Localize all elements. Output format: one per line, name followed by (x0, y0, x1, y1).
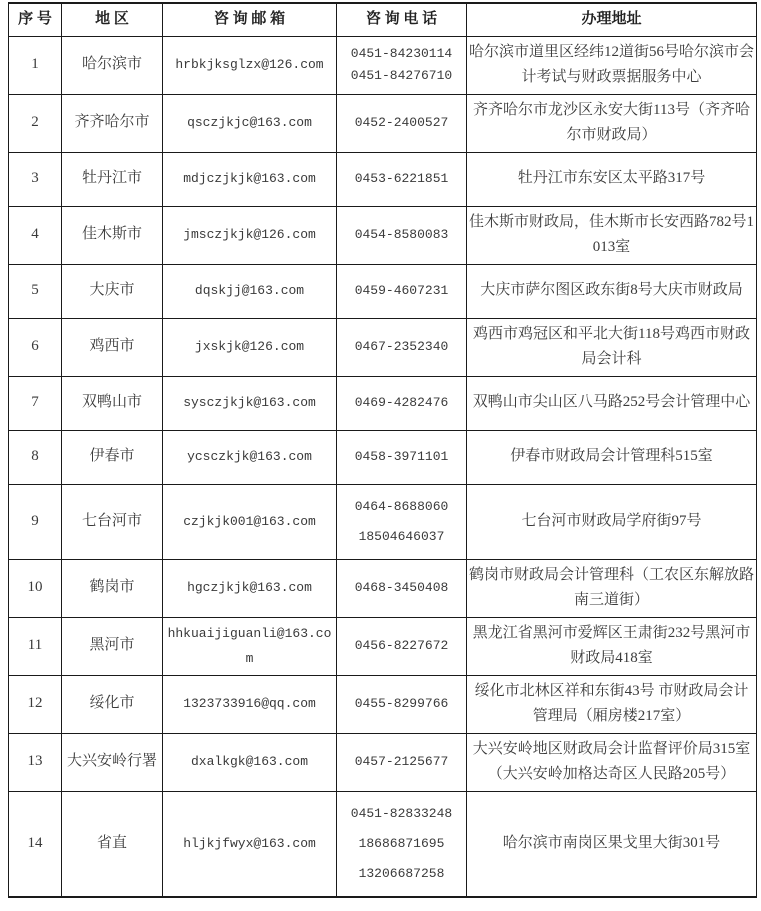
serial-number-cell: 13 (9, 733, 62, 791)
table-row (9, 152, 757, 206)
phone-number: 0459-4607231 (354, 282, 449, 298)
region-cell: 大庆市 (62, 264, 163, 318)
contact-table (8, 2, 757, 898)
table-row (9, 484, 757, 559)
phone-list (339, 693, 464, 715)
phone-list (339, 43, 464, 87)
email-text: hrbkjksglzx@126.com (175, 57, 324, 73)
email-text: hljkjfwyx@163.com (183, 836, 316, 852)
phone-number: 0468-3450408 (354, 580, 449, 596)
phone-list (339, 446, 464, 468)
address-cell (467, 559, 757, 617)
table-header (9, 3, 757, 36)
address-text: 鸡西市鸡冠区和平北大街118号鸡西市财政局会计科 (473, 325, 750, 367)
serial-number-cell: 14 (9, 791, 62, 897)
address-cell (467, 264, 757, 318)
table-row (9, 791, 757, 897)
phone-cell (337, 430, 467, 484)
phone-number: 18504646037 (358, 528, 445, 544)
phone-list (339, 751, 464, 773)
column-header-region: 地 区 (62, 3, 163, 36)
address-cell (467, 675, 757, 733)
phone-list (339, 224, 464, 246)
region-cell: 双鸭山市 (62, 376, 163, 430)
serial-number-cell: 11 (9, 617, 62, 675)
phone-number: 0451-82833248 (350, 805, 453, 821)
header-row (9, 3, 757, 36)
email-cell (163, 318, 337, 376)
region-cell: 七台河市 (62, 484, 163, 559)
address-text: 鹤岗市财政局会计管理科（工农区东解放路南三道街） (469, 566, 755, 609)
column-header-phone: 咨 询 电 话 (337, 3, 467, 36)
email-cell (163, 376, 337, 430)
phone-number: 0451-84276710 (350, 68, 453, 83)
email-cell (163, 675, 337, 733)
phone-list (339, 112, 464, 134)
address-cell (467, 617, 757, 675)
phone-number: 0455-8299766 (354, 696, 449, 712)
serial-number-cell: 5 (9, 264, 62, 318)
email-cell (163, 94, 337, 152)
region-cell: 鹤岗市 (62, 559, 163, 617)
address-cell (467, 152, 757, 206)
email-cell (163, 430, 337, 484)
table-row (9, 675, 757, 733)
phone-cell (337, 733, 467, 791)
email-text: qsczjkjc@163.com (187, 115, 312, 131)
region-cell: 牡丹江市 (62, 152, 163, 206)
address-text: 黑龙江省黑河市爱辉区王肃街232号黑河市财政局418室 (472, 624, 751, 667)
serial-number-cell: 12 (9, 675, 62, 733)
table-row (9, 36, 757, 94)
address-cell (467, 733, 757, 791)
email-cell (163, 36, 337, 94)
phone-cell (337, 484, 467, 559)
phone-list (339, 496, 464, 548)
phone-cell (337, 675, 467, 733)
address-cell (467, 791, 757, 897)
address-cell (467, 430, 757, 484)
phone-cell (337, 617, 467, 675)
region-cell: 鸡西市 (62, 318, 163, 376)
email-cell (163, 152, 337, 206)
phone-number: 18686871695 (358, 835, 445, 851)
address-cell (467, 318, 757, 376)
region-cell: 齐齐哈尔市 (62, 94, 163, 152)
table-row (9, 430, 757, 484)
address-text: 哈尔滨市道里区经纬12道街56号哈尔滨市会计考试与财政票据服务中心 (469, 43, 755, 85)
address-text: 大庆市萨尔图区政东街8号大庆市财政局 (480, 282, 743, 299)
phone-cell (337, 318, 467, 376)
address-text: 哈尔滨市南岗区果戈里大街301号 (502, 835, 721, 852)
email-text: czjkjk001@163.com (183, 513, 316, 529)
region-cell: 绥化市 (62, 675, 163, 733)
address-text: 齐齐哈尔市龙沙区永安大街113号（齐齐哈尔市财政局） (473, 101, 750, 143)
phone-list (339, 803, 464, 885)
phone-list (339, 280, 464, 302)
address-cell (467, 36, 757, 94)
address-text: 大兴安岭地区财政局会计监督评价局315室（大兴安岭加格达奇区人民路205号） (472, 740, 751, 783)
email-cell (163, 559, 337, 617)
phone-number: 0467-2352340 (354, 338, 449, 354)
phone-number: 0469-4282476 (354, 394, 449, 410)
table-row (9, 264, 757, 318)
serial-number-cell: 1 (9, 36, 62, 94)
region-cell: 佳木斯市 (62, 206, 163, 264)
address-cell (467, 484, 757, 559)
serial-number-cell: 2 (9, 94, 62, 152)
region-cell: 黑河市 (62, 617, 163, 675)
phone-number: 0464-8688060 (354, 498, 449, 514)
phone-list (339, 336, 464, 358)
serial-number-cell: 10 (9, 559, 62, 617)
email-text: sysczjkjk@163.com (183, 395, 316, 411)
phone-number: 0452-2400527 (354, 114, 449, 130)
phone-cell (337, 36, 467, 94)
email-text: jmsczjkjk@126.com (183, 227, 316, 243)
address-text: 牡丹江市东安区太平路317号 (517, 170, 706, 187)
serial-number-cell: 9 (9, 484, 62, 559)
phone-number: 0451-84230114 (350, 45, 453, 61)
address-text: 双鸭山市尖山区八马路252号会计管理中心 (472, 394, 751, 411)
phone-cell (337, 791, 467, 897)
email-cell (163, 484, 337, 559)
email-text: dxalkgk@163.com (190, 754, 309, 770)
table-body (9, 36, 757, 897)
email-text: 1323733916@qq.com (183, 696, 316, 712)
phone-list (339, 635, 464, 657)
table-row (9, 376, 757, 430)
region-cell: 伊春市 (62, 430, 163, 484)
email-cell (163, 733, 337, 791)
serial-number-cell: 7 (9, 376, 62, 430)
address-text: 伊春市财政局会计管理科515室 (510, 448, 713, 465)
email-text: hgczjkjk@163.com (187, 580, 312, 596)
phone-number: 0454-8580083 (354, 226, 449, 242)
column-header-address: 办理地址 (467, 3, 757, 36)
email-cell (163, 791, 337, 897)
email-text: ycsczkjk@163.com (187, 449, 312, 465)
email-cell (163, 264, 337, 318)
table-row (9, 206, 757, 264)
phone-cell (337, 264, 467, 318)
serial-number-cell: 3 (9, 152, 62, 206)
email-text: dqskjj@163.com (194, 283, 305, 299)
column-header-email: 咨 询 邮 箱 (163, 3, 337, 36)
table-row (9, 733, 757, 791)
address-cell (467, 376, 757, 430)
phone-number: 0458-3971101 (354, 448, 449, 464)
email-cell (163, 206, 337, 264)
table-row (9, 617, 757, 675)
phone-cell (337, 206, 467, 264)
region-cell: 大兴安岭行署 (62, 733, 163, 791)
email-text: mdjczjkjk@163.com (183, 171, 316, 187)
phone-number: 13206687258 (358, 865, 445, 881)
phone-number: 0456-8227672 (354, 638, 449, 654)
phone-number: 0453-6221851 (354, 170, 449, 186)
address-text: 佳木斯市财政局，佳木斯市长安西路782号1013室 (469, 213, 755, 255)
column-header-serial-number: 序 号 (9, 3, 62, 36)
phone-cell (337, 376, 467, 430)
phone-cell (337, 152, 467, 206)
address-cell (467, 94, 757, 152)
phone-list (339, 577, 464, 599)
email-text: hhkuaijiguanli@163.com (167, 625, 332, 667)
phone-cell (337, 94, 467, 152)
address-text: 绥化市北林区祥和东街43号 市财政局会计管理局（厢房楼217室） (474, 682, 749, 725)
region-cell: 省直 (62, 791, 163, 897)
phone-cell (337, 559, 467, 617)
region-cell: 哈尔滨市 (62, 36, 163, 94)
address-text: 七台河市财政局学府街97号 (521, 512, 702, 529)
serial-number-cell: 6 (9, 318, 62, 376)
address-cell (467, 206, 757, 264)
serial-number-cell: 8 (9, 430, 62, 484)
table-row (9, 318, 757, 376)
email-cell (163, 617, 337, 675)
table-row (9, 94, 757, 152)
phone-list (339, 392, 464, 414)
table-row (9, 559, 757, 617)
phone-list (339, 168, 464, 190)
serial-number-cell: 4 (9, 206, 62, 264)
phone-number: 0457-2125677 (354, 754, 449, 770)
email-text: jxskjk@126.com (194, 339, 305, 355)
